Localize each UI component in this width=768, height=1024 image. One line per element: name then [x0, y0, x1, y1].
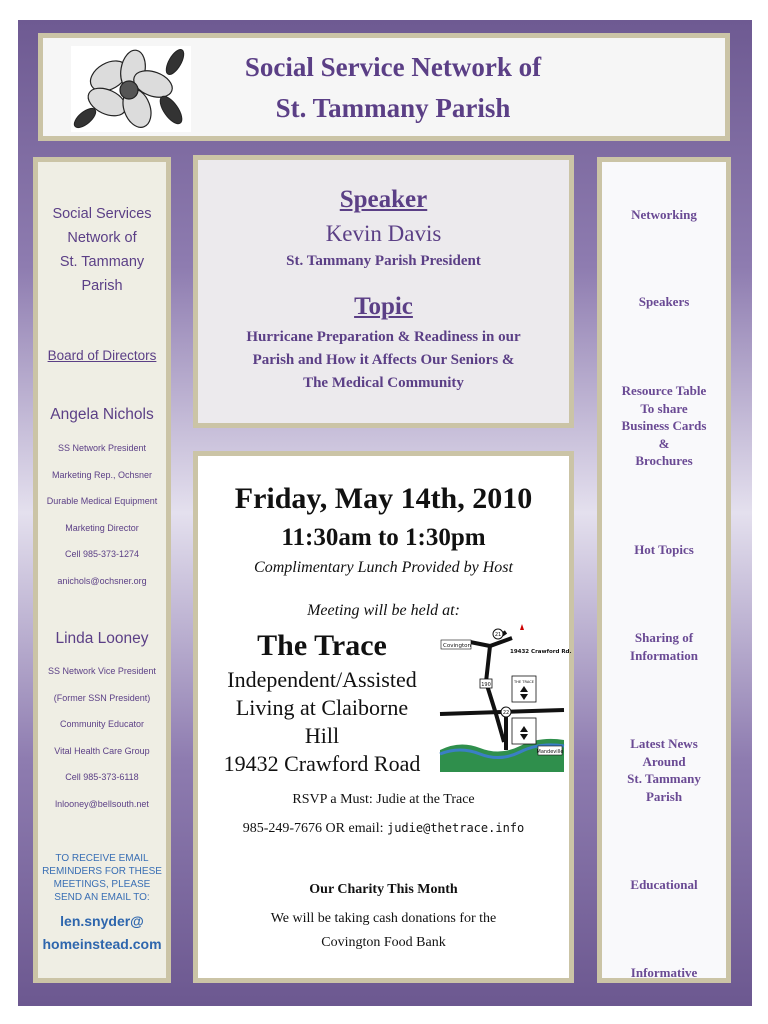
feature-informative: Informative	[630, 965, 698, 980]
charity-heading: Our Charity This Month	[309, 882, 458, 897]
map-label-hwy21: 21	[494, 632, 502, 638]
org-name: Social Services Network of St. Tammany Parish	[52, 206, 152, 294]
venue-line: Independent/Assisted	[227, 667, 417, 692]
feature-latest-news: Latest News Around St. Tammany Parish	[627, 736, 701, 804]
email-link[interactable]: lnlooney@bellsouth.net	[55, 798, 149, 809]
venue-line: Living at Claiborne	[235, 695, 409, 720]
person-details-linda: SS Network Vice President (Former SSN President) Community Educator Vital Health Care Group Cell 985-373-6118 lnlooney@bellsouth.net	[38, 658, 166, 817]
map-label-the-trace: THE TRACE	[513, 680, 535, 684]
header-banner	[38, 33, 730, 141]
map-label-hwy190: 190	[481, 682, 491, 688]
topic-text: Hurricane Preparation & Readiness in our Parish and How it Affects Our Seniors & The Medical Community	[246, 329, 521, 391]
venue-address: 19432 Crawford Road	[223, 751, 421, 776]
topic-heading: Topic	[354, 293, 413, 320]
feature-resource-table: Resource Table To share Business Cards & Brochures	[621, 383, 707, 468]
speaker-role: St. Tammany Parish President	[286, 253, 481, 269]
event-panel	[193, 451, 574, 983]
feature-educational: Educational	[630, 877, 698, 892]
event-time: 11:30am to 1:30pm	[281, 524, 486, 551]
map-label-address: 19432 Crawford Rd.	[510, 649, 572, 655]
person-name-linda: Linda Looney	[55, 630, 149, 647]
person-details-angela: SS Network President Marketing Rep., Ochsner Durable Medical Equipment Marketing Director Cell 985-373-1274 anichols@ochsner.org	[38, 435, 166, 594]
map-label-mandeville: Mandeville	[536, 749, 564, 755]
magnolia-flower-icon	[71, 46, 191, 132]
rsvp-contact: 985-249-7676 OR email: judie@thetrace.info	[242, 821, 525, 836]
right-sidebar	[597, 157, 731, 983]
speaker-panel	[193, 155, 574, 428]
venue-line: Hill	[304, 723, 340, 748]
lunch-note: Complimentary Lunch Provided by Host	[254, 559, 513, 576]
rsvp-line: RSVP a Must: Judie at the Trace	[292, 792, 475, 807]
speaker-name: Kevin Davis	[325, 221, 442, 246]
email-link[interactable]: anichols@ochsner.org	[57, 575, 147, 586]
left-sidebar	[33, 157, 171, 983]
map-label-hwy22: 22	[502, 710, 510, 716]
charity-text: We will be taking cash donations for the Covington Food Bank	[270, 911, 497, 950]
reminder-email-link[interactable]: len.snyder@ homeinstead.com	[42, 913, 162, 952]
header-title-line1: Social Service Network of	[244, 52, 542, 82]
venue-block	[204, 626, 440, 778]
person-name-angela: Angela Nichols	[50, 406, 154, 423]
header-title-line2: St. Tammany Parish	[275, 93, 511, 123]
feature-hot-topics: Hot Topics	[634, 542, 694, 557]
venue-name: The Trace	[257, 629, 387, 662]
feature-speakers: Speakers	[638, 294, 690, 309]
rsvp-email-link[interactable]: judie@thetrace.info	[386, 821, 525, 835]
location-map	[440, 622, 572, 772]
feature-sharing-information: Sharing of Information	[630, 630, 698, 663]
board-of-directors-heading: Board of Directors	[47, 348, 157, 363]
feature-networking: Networking	[631, 207, 697, 222]
event-date: Friday, May 14th, 2010	[234, 482, 533, 515]
email-reminder-note: TO RECEIVE EMAIL REMINDERS FOR THESE MEETINGS, PLEASE SEND AN EMAIL TO:	[42, 853, 162, 903]
speaker-heading: Speaker	[339, 186, 428, 213]
map-label-covington: Covington	[443, 643, 471, 649]
meeting-location-intro: Meeting will be held at:	[307, 602, 460, 619]
